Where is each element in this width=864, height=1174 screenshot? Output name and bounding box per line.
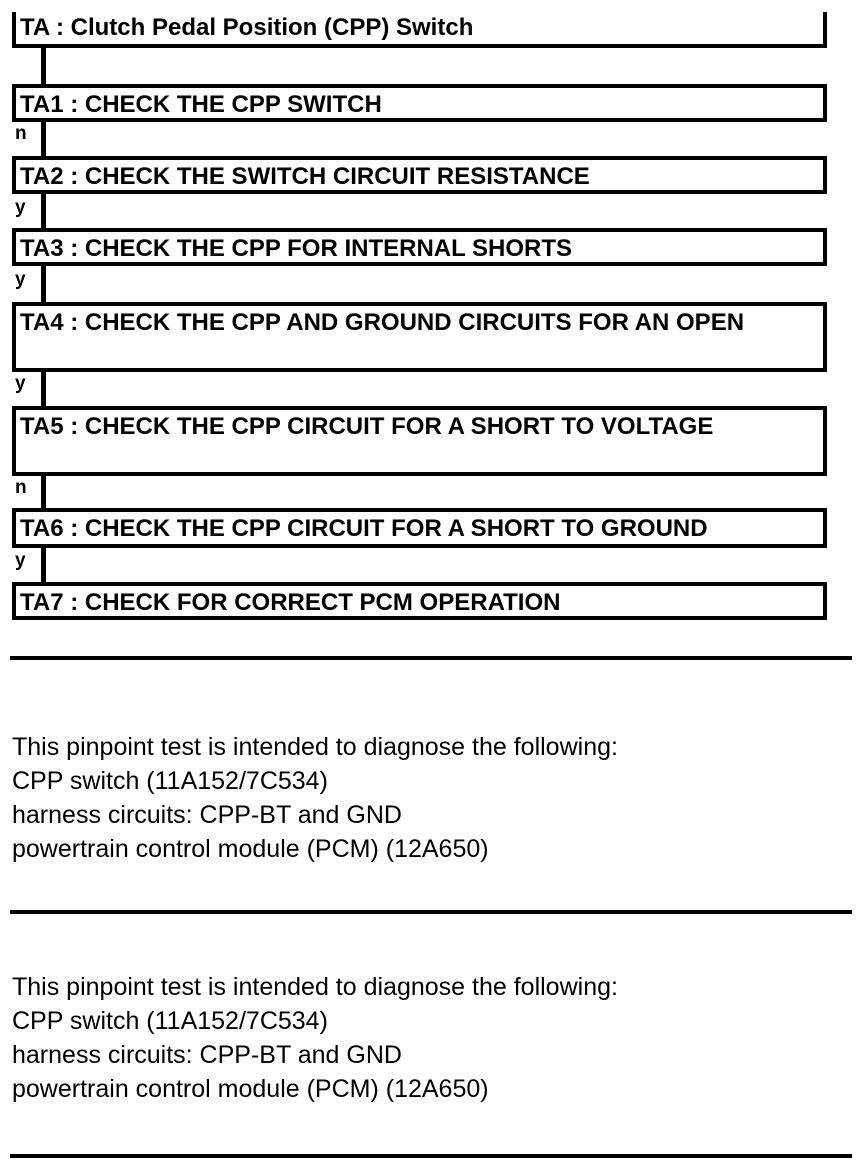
description-item: harness circuits: CPP-BT and GND bbox=[12, 1041, 402, 1069]
step-ta4-label: TA4 : CHECK THE CPP AND GROUND CIRCUITS FOR AN OPEN bbox=[20, 309, 745, 336]
description-item: powertrain control module (PCM) (12A650) bbox=[12, 835, 489, 863]
connector-ta4-ta5 bbox=[41, 368, 46, 406]
step-ta7[interactable] bbox=[12, 582, 827, 620]
connector-title-ta1 bbox=[41, 44, 46, 84]
divider bbox=[10, 656, 852, 660]
connector-ta1-ta2 bbox=[41, 118, 46, 156]
description-intro: This pinpoint test is intended to diagnose the following: bbox=[12, 973, 618, 1001]
step-ta2-label: TA2 : CHECK THE SWITCH CIRCUIT RESISTANCE bbox=[20, 163, 590, 190]
description-intro: This pinpoint test is intended to diagnose the following: bbox=[12, 733, 618, 761]
step-ta6[interactable] bbox=[12, 508, 827, 548]
flowchart-title: TA : Clutch Pedal Position (CPP) Switch bbox=[20, 14, 474, 41]
step-ta6-label: TA6 : CHECK THE CPP CIRCUIT FOR A SHORT TO GROUND bbox=[20, 515, 708, 542]
description-item: CPP switch (11A152/7C534) bbox=[12, 767, 328, 795]
description-block bbox=[12, 730, 618, 866]
description-item: harness circuits: CPP-BT and GND bbox=[12, 801, 402, 829]
branch-label-ta6: y bbox=[15, 550, 26, 571]
branch-label-ta3: y bbox=[15, 269, 26, 290]
step-ta3[interactable] bbox=[12, 228, 827, 266]
step-ta2[interactable] bbox=[12, 156, 827, 194]
description-item: CPP switch (11A152/7C534) bbox=[12, 1007, 328, 1035]
branch-label-ta1: n bbox=[15, 123, 27, 144]
divider bbox=[10, 1154, 852, 1158]
branch-label-ta5: n bbox=[15, 477, 27, 498]
connector-ta6-ta7 bbox=[41, 544, 46, 582]
branch-label-ta4: y bbox=[15, 373, 26, 394]
connector-ta5-ta6 bbox=[41, 472, 46, 508]
branch-label-ta2: y bbox=[15, 197, 26, 218]
description-block bbox=[12, 970, 618, 1106]
step-ta1-label: TA1 : CHECK THE CPP SWITCH bbox=[20, 91, 382, 118]
title-box bbox=[12, 12, 827, 48]
step-ta7-label: TA7 : CHECK FOR CORRECT PCM OPERATION bbox=[20, 589, 561, 616]
step-ta4[interactable] bbox=[12, 302, 827, 372]
step-ta5[interactable] bbox=[12, 406, 827, 476]
step-ta3-label: TA3 : CHECK THE CPP FOR INTERNAL SHORTS bbox=[20, 235, 573, 262]
step-ta5-label: TA5 : CHECK THE CPP CIRCUIT FOR A SHORT TO VOLTAGE bbox=[20, 413, 714, 440]
divider bbox=[10, 910, 852, 914]
connector-ta3-ta4 bbox=[41, 262, 46, 302]
connector-ta2-ta3 bbox=[41, 190, 46, 230]
step-ta1[interactable] bbox=[12, 84, 827, 122]
description-item: powertrain control module (PCM) (12A650) bbox=[12, 1075, 489, 1103]
